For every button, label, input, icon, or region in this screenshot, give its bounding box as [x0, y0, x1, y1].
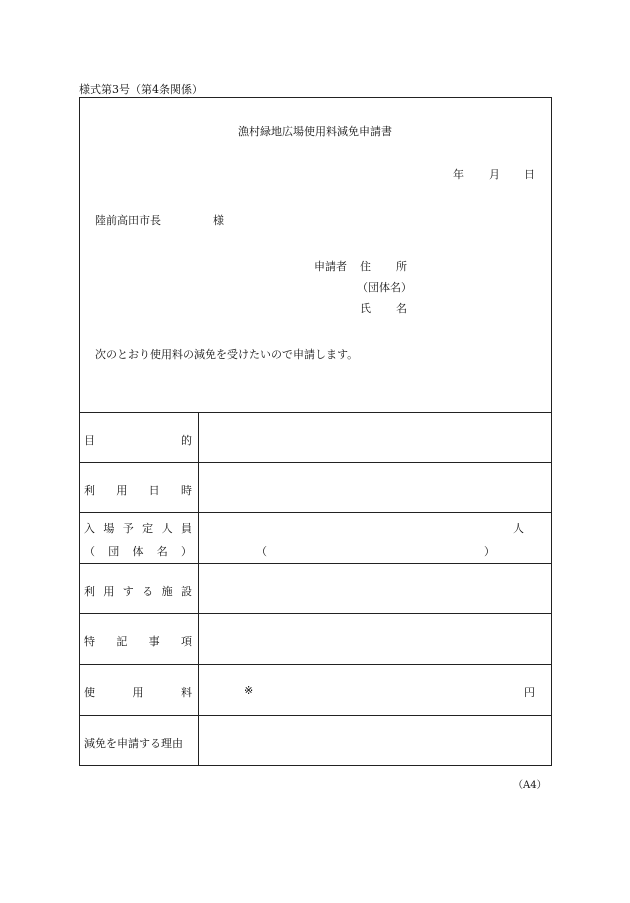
name-label-1: 氏: [360, 302, 371, 315]
yen-unit: 円: [524, 686, 535, 699]
row-label-purpose: 目 的: [84, 434, 192, 447]
reason-field[interactable]: [199, 716, 551, 765]
attendance-field[interactable]: [199, 513, 551, 563]
purpose-field[interactable]: [199, 413, 551, 462]
applicant-label: 申請者: [314, 260, 347, 273]
date-day: 日: [524, 168, 535, 181]
row-label-attendance: 入 場 予 定 人 員: [84, 522, 192, 535]
form-number: 様式第3号（第4条関係）: [79, 83, 203, 96]
row-label-group: （ 団 体 名 ）: [84, 545, 192, 558]
form-title: 漁村緑地広場使用料減免申請書: [238, 125, 392, 138]
address-label-1: 住: [360, 260, 371, 273]
fee-note-mark: ※: [244, 684, 254, 697]
address-label-2: 所: [396, 260, 407, 273]
org-label: （団体名）: [357, 281, 412, 294]
addressee-honorific: 様: [213, 214, 224, 227]
row-label-fee: 使 用 料: [84, 686, 192, 699]
notes-field[interactable]: [199, 614, 551, 664]
facility-field[interactable]: [199, 564, 551, 613]
row-label-notes: 特 記 事 項: [84, 635, 192, 648]
group-paren-open: （: [256, 545, 267, 558]
row-label-reason: 減免を申請する理由: [84, 737, 183, 750]
datetime-field[interactable]: [199, 463, 551, 512]
name-label-2: 名: [396, 302, 407, 315]
date-year: 年: [453, 168, 464, 181]
row-label-facility: 利 用 す る 施 設: [84, 585, 192, 598]
row-label-datetime: 利 用 日 時: [84, 484, 192, 497]
statement: 次のとおり使用料の減免を受けたいので申請します。: [95, 348, 359, 361]
persons-unit: 人: [513, 522, 524, 535]
paper-size-note: （A4）: [513, 780, 547, 791]
addressee-name: 陸前高田市長: [95, 214, 161, 227]
date-month: 月: [489, 168, 500, 181]
group-paren-close: ）: [484, 545, 495, 558]
